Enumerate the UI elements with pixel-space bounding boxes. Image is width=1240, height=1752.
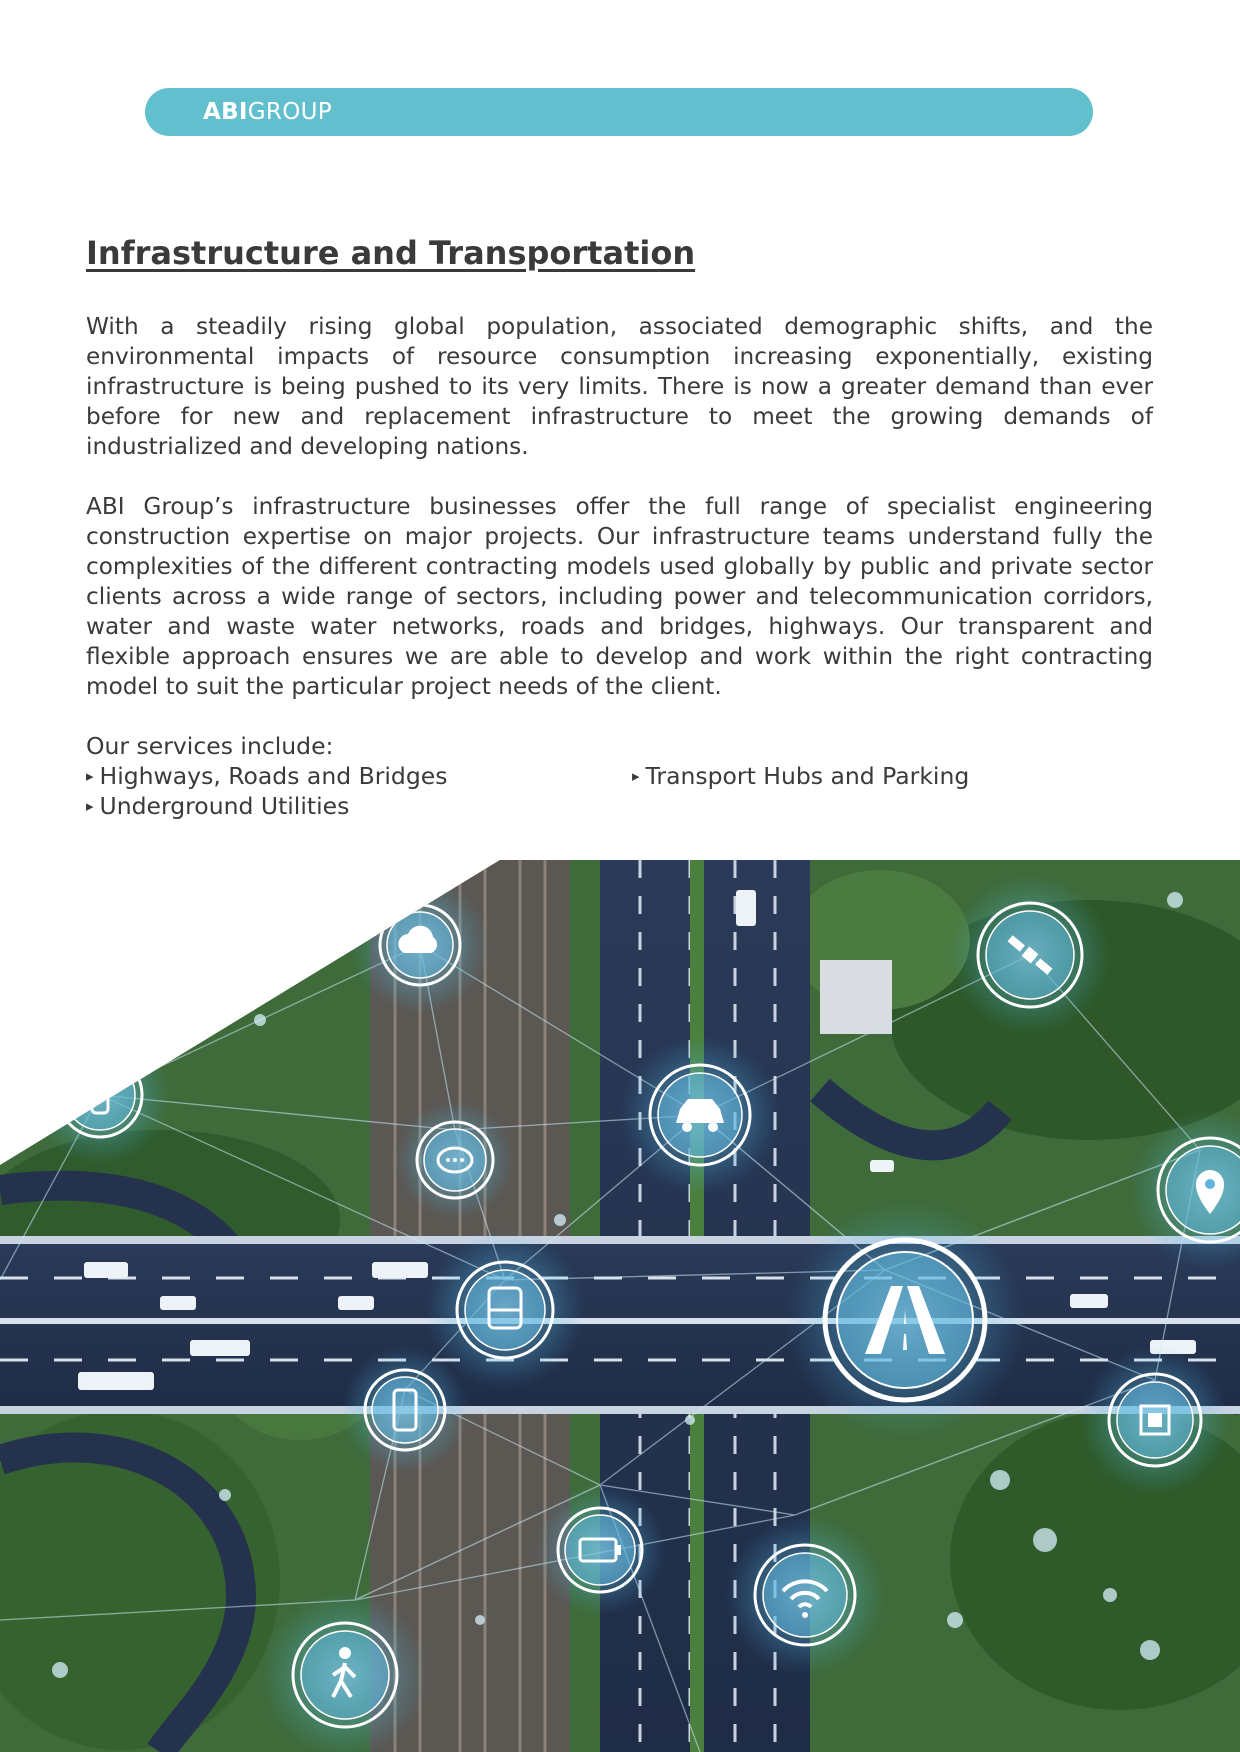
satellite-icon: [950, 875, 1110, 1035]
chat-icon: [395, 1100, 515, 1220]
phone-icon: [341, 1346, 469, 1474]
brand-logo: [203, 99, 332, 125]
cloud-icon: [350, 875, 490, 1015]
brand-bold-text: ABI: [203, 99, 248, 125]
business-paragraph: ABI Group’s infrastructure businesses offer the full range of specialist engineering construction expertise on major projects. Our infrastructure teams understand fully the complexities of the different contracting models used globally by public and private sector clients across a wide range of sectors, including power and telecommunication corridors, water and waste water networks, roads and bridges, highways. Our transparent and flexible approach ensures we are able to develop and work within the right contracting model to suit the particular project needs of the client.: [86, 493, 1153, 700]
services-intro: Our services include:: [86, 732, 334, 760]
page-title: Infrastructure and Transportation: [86, 234, 696, 272]
service-item-underground: [86, 792, 349, 820]
bullet-icon: ▸: [86, 767, 94, 785]
road-icon: [785, 1200, 1025, 1440]
service-item-transport-hubs: [632, 762, 969, 790]
service-label: Underground Utilities: [99, 792, 350, 820]
pedestrian-icon: [261, 1591, 429, 1752]
car-icon: [620, 1035, 780, 1195]
battery-icon: [534, 1484, 666, 1616]
service-label: Highways, Roads and Bridges: [99, 762, 448, 790]
traffic-light-icon: [30, 1025, 170, 1165]
service-item-highways: [86, 762, 447, 790]
intro-paragraph: With a steadily rising global population, associated demographic shifts, and the environmental impacts of resource consumption increasing exponentially, existing infrastructure is being pushed to its very limits. There is now a greater demand than ever before for new and replacement infrastructure to meet the growing demands of industrialized and developing nations.: [86, 313, 1153, 460]
smart-city-aerial-image: [0, 860, 1240, 1752]
brand-light-text: GROUP: [247, 99, 332, 125]
wifi-icon: [725, 1515, 885, 1675]
bullet-icon: ▸: [632, 767, 640, 785]
service-label: Transport Hubs and Parking: [645, 762, 970, 790]
building: [820, 960, 892, 1034]
header-bar: [145, 88, 1093, 136]
bullet-icon: ▸: [86, 797, 94, 815]
chip-icon: [1081, 1346, 1229, 1494]
